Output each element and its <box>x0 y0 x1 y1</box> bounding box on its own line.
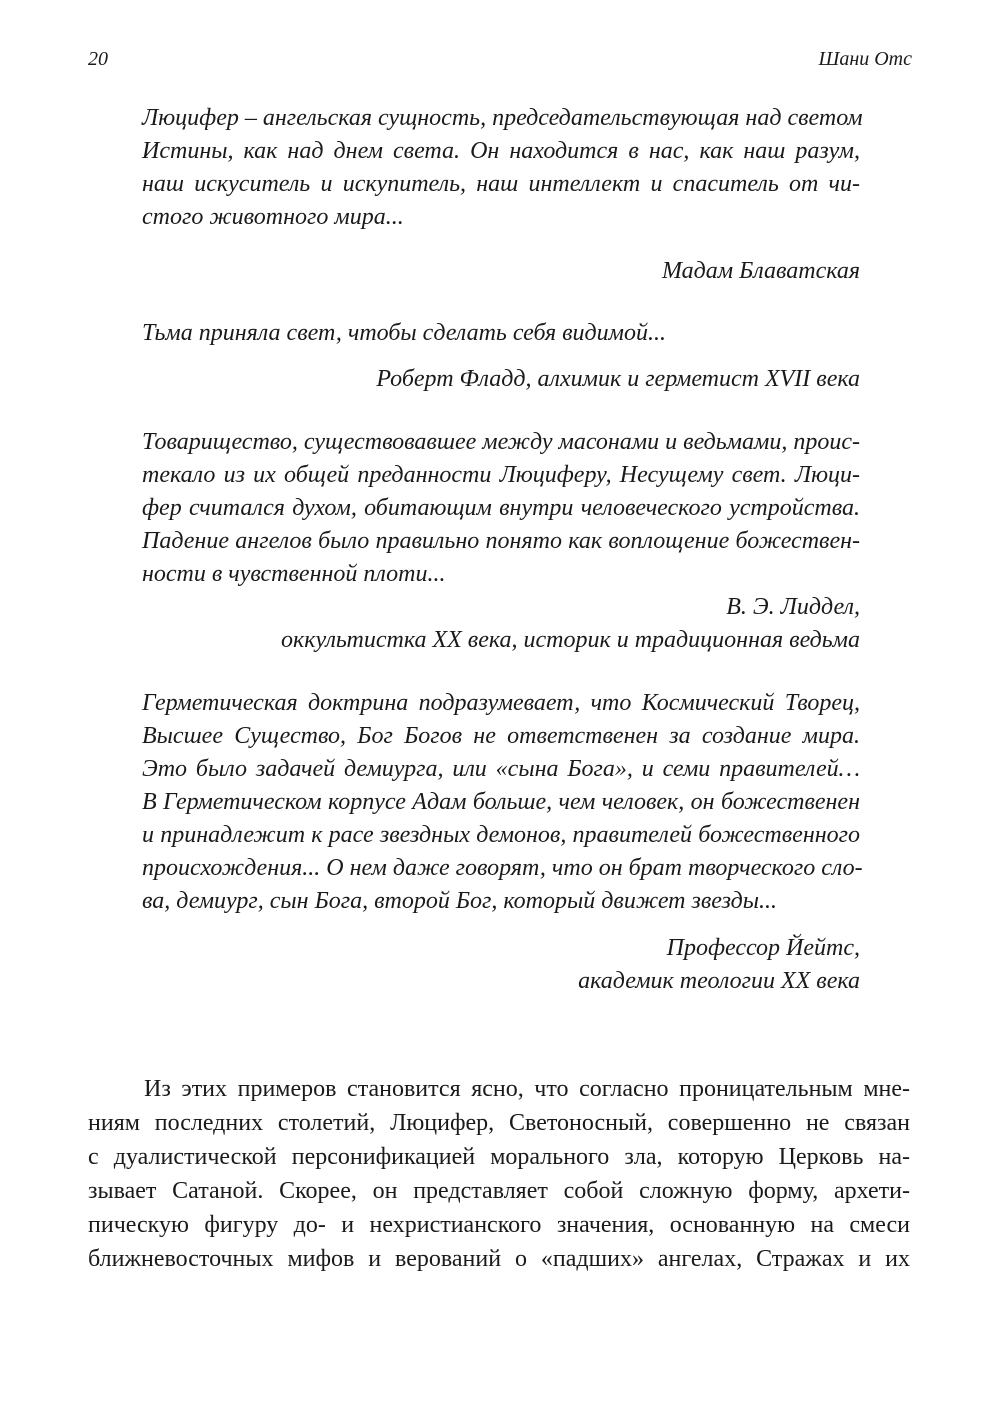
epigraph-line: фер считался духом, обитающим внутри человеческого устройства. <box>142 495 860 521</box>
page-number: 20 <box>88 48 108 70</box>
body-line: ближневосточных мифов и верований о «падших» ангелах, Стражах и их <box>88 1246 910 1272</box>
epigraph-line: ности в чувственной плоти... <box>142 561 446 587</box>
epigraphs <box>142 102 863 998</box>
epigraph-line: Это было задачей демиурга, или «сына Бога», и семи правителей… <box>142 756 860 782</box>
attribution-line: Роберт Фладд, алхимик и герметист XVII века <box>376 366 860 392</box>
epigraph-blavatsky <box>142 102 863 288</box>
epigraph-line: Тьма приняла свет, чтобы сделать себя видимой... <box>142 320 666 346</box>
body-line: с дуалистической персонификацией морального зла, которую Церковь на- <box>88 1144 910 1170</box>
body-line: Из этих примеров становится ясно, что согласно проницательным мне- <box>144 1076 910 1102</box>
epigraph-attribution <box>142 932 860 998</box>
epigraph-line: ва, демиург, сын Бога, второй Бог, который движет звезды... <box>142 888 778 914</box>
epigraph-line: стого животного мира... <box>142 204 404 230</box>
attribution-line: Профессор Йейтс, <box>666 935 860 961</box>
epigraph-liddell <box>142 426 860 657</box>
body-line: зывает Сатаной. Скорее, он представляет собой сложную форму, архети- <box>88 1178 910 1204</box>
attribution-line: Мадам Блаватская <box>661 258 860 284</box>
body-paragraph <box>88 1072 910 1276</box>
epigraph-text <box>142 317 860 350</box>
running-head: Шани Отс <box>818 48 912 70</box>
epigraph-attribution <box>142 255 860 288</box>
epigraph-line: Герметическая доктрина подразумевает, что Космический Творец, <box>142 690 860 716</box>
epigraph-line: Высшее Существо, Бог Богов не ответственен за создание мира. <box>142 723 860 749</box>
epigraph-attribution <box>142 591 860 657</box>
body-line: пическую фигуру до- и нехристианского значения, основанную на смеси <box>88 1212 910 1238</box>
body-line: ниям последних столетий, Люцифер, Светоносный, совершенно не связан <box>88 1110 910 1136</box>
attribution-line: В. Э. Лиддел, <box>726 594 860 620</box>
epigraph-line: Товарищество, существовавшее между масонами и ведьмами, проис- <box>142 429 860 455</box>
epigraph-line: и принадлежит к расе звездных демонов, правителей божественного <box>142 822 860 848</box>
epigraph-line: наш искуситель и искупитель, наш интеллект и спаситель от чи- <box>142 171 860 197</box>
epigraph-text <box>142 687 863 918</box>
epigraph-attribution <box>142 363 860 396</box>
epigraph-line: происхождения... О нем даже говорят, что он брат творческого сло- <box>142 855 863 881</box>
attribution-line: академик теологии XX века <box>578 968 860 994</box>
epigraph-line: Люцифер – ангельская сущность, председательствующая над светом <box>142 105 863 131</box>
epigraph-line: Истины, как над днем света. Он находится в нас, как наш разум, <box>142 138 860 164</box>
epigraph-line: В Герметическом корпусе Адам больше, чем человек, он божественен <box>142 789 860 815</box>
epigraph-yates <box>142 687 863 998</box>
epigraph-text <box>142 102 863 234</box>
epigraph-text <box>142 426 860 591</box>
epigraph-line: Падение ангелов было правильно понято как воплощение божествен- <box>142 528 860 554</box>
attribution-line: оккультистка XX века, историк и традиционная ведьма <box>281 627 860 653</box>
epigraph-line: текало из их общей преданности Люциферу, Несущему свет. Люци- <box>142 462 860 488</box>
epigraph-fludd <box>142 317 860 396</box>
